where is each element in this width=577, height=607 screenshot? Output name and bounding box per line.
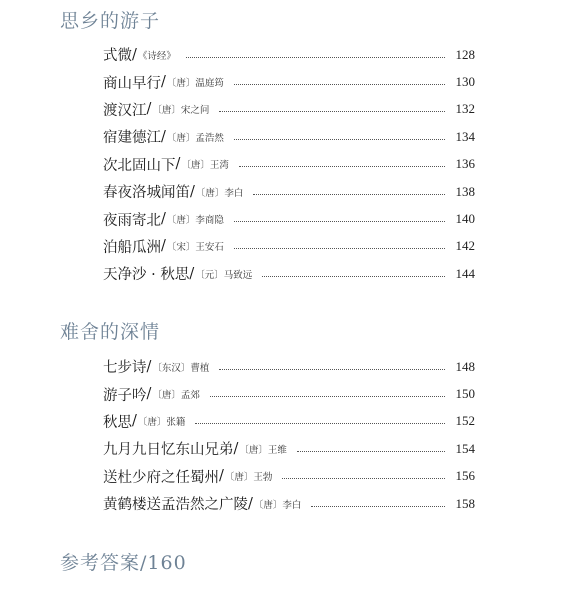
dot-leader <box>297 450 445 452</box>
entry-title: 九月九日忆东山兄弟 <box>103 442 234 459</box>
entry-title: 送杜少府之任蜀州 <box>103 469 219 486</box>
entry-title: 泊船瓜洲 <box>103 239 161 256</box>
entry-page-number: 142 <box>455 238 475 254</box>
entry-page-number: 138 <box>455 183 475 199</box>
entry-author: 〔唐〕宋之问 <box>152 105 210 117</box>
dot-leader <box>234 83 445 85</box>
entry-separator: / <box>161 128 166 145</box>
toc-entry[interactable] <box>103 408 475 435</box>
entry-author: 〔唐〕王维 <box>239 444 287 456</box>
entry-author: 〔唐〕温庭筠 <box>166 78 224 90</box>
dot-leader <box>239 165 445 167</box>
dot-leader <box>219 110 445 112</box>
entry-separator: / <box>161 211 166 228</box>
toc-entry[interactable] <box>103 435 475 462</box>
entry-separator: / <box>161 74 166 91</box>
entry-page-number: 150 <box>455 386 475 402</box>
entry-page-number: 156 <box>455 468 475 484</box>
dot-leader <box>234 220 445 222</box>
section-title-homesick: 思乡的游子 <box>60 10 161 32</box>
entry-author: 〔唐〕张籍 <box>137 417 186 429</box>
entry-page-number: 134 <box>455 128 475 144</box>
entry-author: 〔宋〕王安石 <box>166 242 224 254</box>
answers-heading[interactable]: 参考答案/160 <box>60 552 187 574</box>
dot-leader <box>311 505 445 507</box>
entry-separator: / <box>161 238 166 255</box>
entry-author: 〔唐〕孟郊 <box>152 390 200 402</box>
entry-page-number: 154 <box>455 440 475 456</box>
toc-entry[interactable] <box>103 233 475 260</box>
entry-page-number: 136 <box>455 156 475 172</box>
entry-author: 〔唐〕王湾 <box>181 160 229 172</box>
toc-entry[interactable] <box>103 260 475 287</box>
entry-author: 《诗经》 <box>137 50 176 62</box>
entry-separator: / <box>132 413 137 430</box>
entry-separator: / <box>132 46 137 63</box>
dot-leader <box>195 422 445 424</box>
entry-separator: / <box>190 183 195 200</box>
entry-separator: / <box>219 468 224 485</box>
entry-separator: / <box>146 386 152 403</box>
toc-entry[interactable] <box>103 490 475 517</box>
entry-page-number: 144 <box>455 265 475 281</box>
toc-entry[interactable] <box>103 205 475 232</box>
toc-entry[interactable] <box>103 41 475 68</box>
entry-page-number: 158 <box>455 495 475 511</box>
entry-author: 〔唐〕李白 <box>253 499 302 511</box>
entry-page-number: 148 <box>455 358 475 374</box>
dot-leader <box>282 477 445 479</box>
entry-page-number: 140 <box>455 211 475 227</box>
toc-entry[interactable] <box>103 96 475 123</box>
entry-author: 〔东汉〕曹植 <box>152 362 210 374</box>
section-title-affection: 难舍的深情 <box>60 321 161 343</box>
entry-page-number: 128 <box>455 46 475 62</box>
toc-entry[interactable] <box>103 178 475 205</box>
entry-title: 七步诗 <box>103 360 147 377</box>
toc-entry[interactable] <box>103 68 475 95</box>
entry-title: 天净沙 · 秋思 <box>103 267 190 284</box>
toc-list-affection <box>103 353 475 517</box>
entry-author: 〔唐〕孟浩然 <box>166 132 224 144</box>
entry-separator: / <box>189 265 195 282</box>
entry-title: 秋思 <box>103 414 132 431</box>
dot-leader <box>234 247 445 249</box>
entry-separator: / <box>248 495 253 512</box>
dot-leader <box>186 56 445 58</box>
dot-leader <box>262 275 445 277</box>
dot-leader <box>219 368 445 370</box>
toc-entry[interactable] <box>103 123 475 150</box>
dot-leader <box>253 193 445 195</box>
entry-page-number: 132 <box>455 101 475 117</box>
entry-title: 渡汉江 <box>103 102 147 119</box>
entry-separator: / <box>175 156 181 173</box>
toc-entry[interactable] <box>103 463 475 490</box>
dot-leader <box>234 138 445 140</box>
toc-entry[interactable] <box>103 353 475 380</box>
entry-author: 〔唐〕李商隐 <box>166 215 224 227</box>
entry-title: 次北固山下 <box>103 157 176 174</box>
dot-leader <box>210 395 445 397</box>
entry-title: 游子吟 <box>103 387 147 404</box>
toc-entry[interactable] <box>103 380 475 407</box>
entry-title: 夜雨寄北 <box>103 212 161 229</box>
entry-title: 商山早行 <box>103 75 161 92</box>
toc-list-homesick <box>103 41 475 288</box>
entry-title: 黄鹤楼送孟浩然之广陵 <box>103 497 248 514</box>
toc-entry[interactable] <box>103 151 475 178</box>
entry-separator: / <box>146 101 152 118</box>
entry-separator: / <box>146 358 152 375</box>
entry-separator: / <box>233 440 239 457</box>
entry-author: 〔唐〕李白 <box>195 187 244 199</box>
entry-author: 〔元〕马致远 <box>195 269 253 281</box>
entry-title: 式微 <box>103 48 132 65</box>
entry-page-number: 130 <box>455 74 475 90</box>
entry-page-number: 152 <box>455 413 475 429</box>
entry-title: 春夜洛城闻笛 <box>103 185 190 202</box>
entry-title: 宿建德江 <box>103 130 161 147</box>
entry-author: 〔唐〕王勃 <box>224 472 273 484</box>
